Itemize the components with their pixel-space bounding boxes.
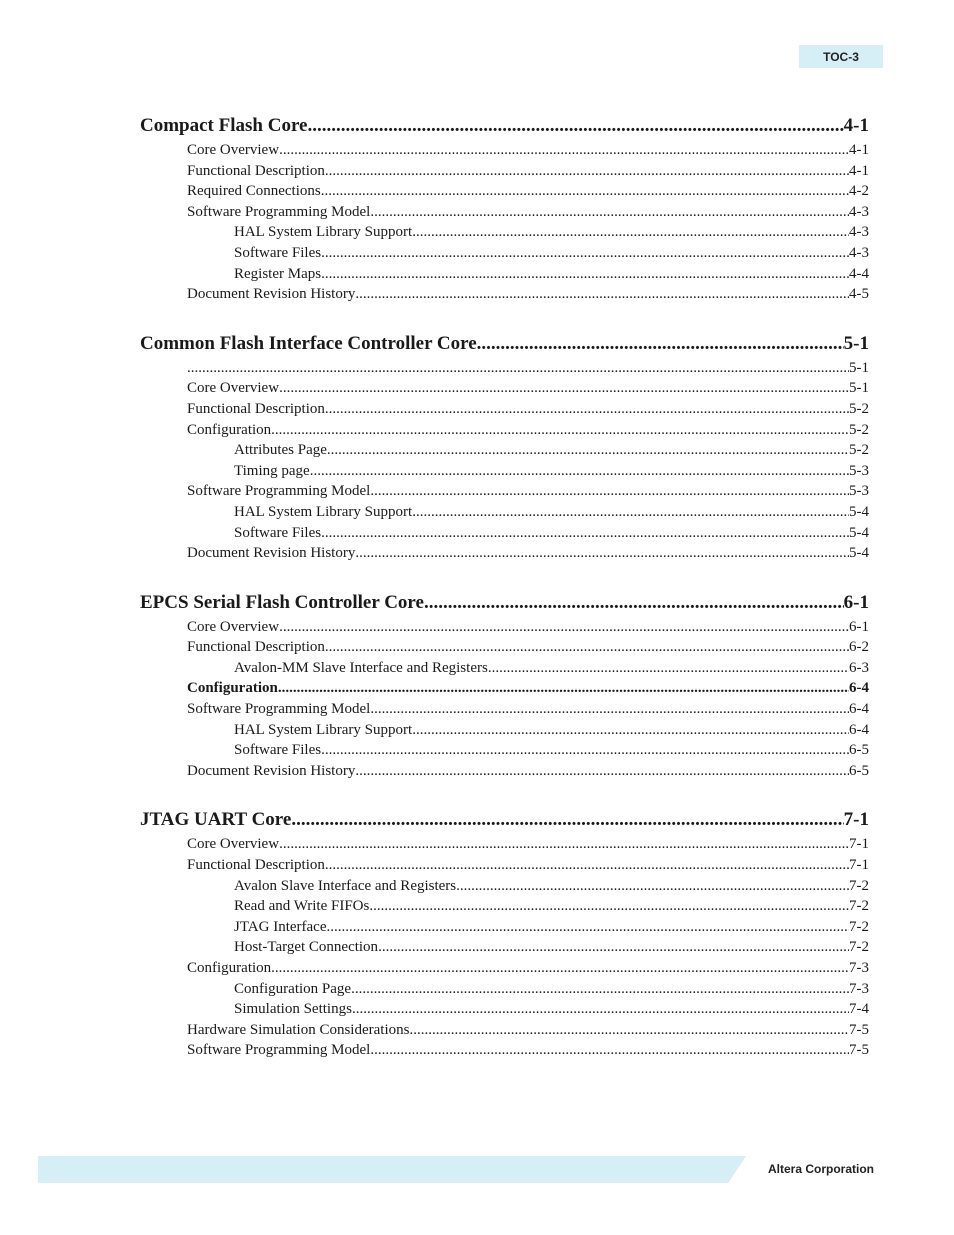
page-number-tag [799, 45, 883, 68]
toc-entry-page: 7-2 [849, 939, 869, 956]
toc-entry[interactable] [140, 202, 869, 223]
dot-leader [327, 917, 850, 938]
dot-leader [412, 720, 849, 741]
dot-leader [279, 140, 849, 161]
dot-leader [477, 330, 844, 358]
toc-entry-title: Core Overview [187, 380, 280, 397]
toc-entry-page: 5-1 [849, 359, 869, 376]
toc-entry-page: 6-4 [849, 721, 869, 738]
toc-entry-title: Attributes Page [234, 442, 327, 459]
dot-leader [325, 637, 849, 658]
toc-entry-page: 5-4 [849, 524, 869, 541]
toc-entry[interactable] [140, 699, 869, 720]
toc-entry-title: Software Files [234, 742, 322, 759]
toc-entry-title: Functional Description [187, 162, 325, 179]
dot-leader [321, 243, 849, 264]
toc-entry[interactable] [140, 543, 869, 564]
toc-entry-title: Software Programming Model [187, 203, 371, 220]
toc-entry-title: Software Programming Model [187, 483, 371, 500]
toc-entry-page: 5-4 [849, 503, 869, 520]
toc-entry-page: 7-3 [849, 980, 869, 997]
toc-entry-page: 4-3 [849, 224, 869, 241]
toc-entry-page: 6-5 [849, 762, 869, 779]
toc-chapter-heading-title: Compact Flash Core [140, 115, 308, 136]
toc-chapter-heading-title: Common Flash Interface Controller Core [140, 332, 477, 354]
toc-entry-page: 5-3 [849, 462, 869, 479]
dot-leader [279, 617, 849, 638]
toc-chapter [140, 589, 869, 782]
toc-entry-title: Software Files [234, 524, 322, 541]
toc-entry[interactable] [140, 720, 869, 741]
toc-entry-page: 7-3 [849, 960, 869, 976]
toc-entry[interactable] [140, 834, 869, 855]
toc-entry-page: 5-3 [849, 483, 869, 500]
toc-entry-title: Software Files [234, 244, 322, 261]
toc-entry-title: Avalon-MM Slave Interface and Registers [234, 659, 488, 676]
toc-entry-page: 4-2 [849, 183, 869, 200]
toc-entry[interactable] [140, 161, 869, 182]
toc-entry-title: Document Revision History [187, 545, 356, 562]
toc-entry[interactable] [140, 740, 869, 761]
toc-chapter-heading-page: 4-1 [843, 115, 869, 136]
toc-entry-page: 7-1 [849, 836, 869, 853]
dot-leader [355, 543, 849, 564]
toc-entry-title: Timing page [234, 462, 310, 479]
toc-entry[interactable] [140, 637, 869, 658]
toc-entry-title: JTAG Interface [234, 918, 327, 935]
dot-leader [370, 202, 849, 223]
toc-entry-page: 7-2 [849, 918, 869, 935]
toc-entry-title: Required Connections [187, 183, 321, 200]
toc-entry[interactable] [140, 876, 869, 897]
dot-leader [325, 399, 849, 420]
toc-entry-page: 7-5 [849, 1042, 869, 1059]
toc-entry-title: Configuration Page [234, 980, 352, 997]
toc-entry[interactable] [140, 222, 869, 243]
toc-entry-title: HAL System Library Support [234, 721, 413, 738]
toc-entry-page: 5-2 [849, 400, 869, 417]
toc-entry-page: 5-2 [849, 421, 869, 438]
toc-entry[interactable] [140, 761, 869, 782]
footer-band [38, 1156, 746, 1183]
toc-entry[interactable] [140, 896, 869, 917]
dot-leader [291, 806, 843, 834]
toc-entry-title: Simulation Settings [234, 1001, 352, 1018]
toc-entry[interactable] [140, 1020, 869, 1041]
dot-leader [327, 440, 849, 461]
dot-leader [310, 461, 849, 482]
dot-leader [370, 1040, 849, 1061]
toc-entry-title: Functional Description [187, 400, 325, 417]
toc-entry-page: 6-4 [849, 701, 869, 718]
dot-leader [424, 589, 844, 617]
toc-entry[interactable] [140, 243, 869, 264]
toc-entry-title: Configuration [187, 421, 272, 438]
toc-entry-title: HAL System Library Support [234, 503, 413, 520]
dot-leader [321, 523, 849, 544]
toc-entry-title: Avalon Slave Interface and Registers [234, 877, 457, 894]
toc-entry[interactable] [140, 678, 869, 699]
toc-entry-page: 7-5 [849, 1021, 869, 1038]
toc-entry[interactable] [140, 658, 869, 679]
toc-chapter-heading-page: 5-1 [843, 332, 869, 354]
toc-entry-title: Core Overview [187, 618, 280, 635]
dot-leader [412, 502, 849, 523]
toc-entry[interactable] [140, 999, 869, 1020]
toc-entry[interactable] [140, 1040, 869, 1061]
toc-entry[interactable] [140, 440, 869, 461]
toc-entry-page: 7-2 [849, 898, 869, 915]
toc-entry[interactable] [140, 461, 869, 482]
toc-chapter-heading[interactable] [140, 589, 869, 617]
dot-leader [187, 358, 849, 379]
toc-entry-page: 5-4 [849, 545, 869, 562]
toc-entry-title: HAL System Library Support [234, 224, 413, 241]
toc-entry[interactable] [140, 264, 869, 285]
toc-entry-title: Host-Target Connection [234, 939, 379, 956]
dot-leader [271, 420, 849, 441]
toc-entry-title: Functional Description [187, 857, 325, 874]
toc-chapter-heading-page: 7-1 [843, 809, 869, 831]
dot-leader [370, 699, 849, 720]
toc-entry[interactable] [140, 140, 869, 161]
toc-entry-title: Document Revision History [187, 762, 356, 779]
dot-leader [271, 958, 849, 979]
page-label: TOC-3 [823, 49, 859, 64]
toc-entry[interactable] [140, 855, 869, 876]
dot-leader [307, 112, 843, 140]
toc-entry[interactable] [140, 502, 869, 523]
toc-entry-page: 7-4 [849, 1001, 869, 1018]
toc-chapter-heading-title: JTAG UART Core [140, 809, 292, 831]
dot-leader [321, 181, 849, 202]
toc-chapter [140, 112, 869, 305]
toc-entry-page: 6-4 [849, 680, 869, 697]
toc-chapter-heading-page: 6-1 [843, 591, 869, 613]
toc-chapter-heading-title: EPCS Serial Flash Controller Core [140, 591, 424, 613]
toc-entry[interactable] [140, 358, 869, 379]
dot-leader [351, 979, 849, 1000]
dot-leader [370, 481, 849, 502]
toc-entry[interactable] [140, 979, 869, 1000]
toc-entry-title: Hardware Simulation Considerations [187, 1021, 410, 1038]
dot-leader [355, 761, 849, 782]
toc-entry-page: 6-3 [849, 659, 869, 676]
toc-chapter [140, 330, 869, 564]
toc-entry[interactable] [140, 937, 869, 958]
toc-entry-page: 4-3 [849, 244, 869, 261]
toc-entry-title: Register Maps [234, 265, 322, 282]
toc-entry[interactable] [140, 617, 869, 638]
toc-entry-page: 4-1 [849, 142, 869, 158]
toc-entry-title: Functional Description [187, 639, 325, 656]
toc-entry[interactable] [140, 958, 869, 979]
footer-company: Altera Corporation [767, 1162, 874, 1176]
dot-leader [352, 999, 849, 1020]
toc-entry-page: 6-2 [849, 639, 869, 656]
toc-chapter-heading[interactable] [140, 330, 869, 358]
toc-entry-page: 5-1 [849, 380, 869, 397]
toc-entry-title: Software Programming Model [187, 701, 371, 718]
toc-entry-title: Core Overview [187, 142, 280, 158]
dot-leader [378, 937, 849, 958]
dot-leader [325, 161, 849, 182]
toc-entry-title: Configuration [187, 960, 272, 976]
toc-entry-page: 4-3 [849, 203, 869, 220]
toc-chapter-heading[interactable] [140, 806, 869, 834]
toc-entry-page: 4-1 [849, 162, 869, 179]
dot-leader [412, 222, 849, 243]
toc-entry[interactable] [140, 917, 869, 938]
dot-leader [279, 834, 849, 855]
dot-leader [321, 740, 849, 761]
toc-entry-page: 5-2 [849, 442, 869, 459]
dot-leader [279, 378, 849, 399]
toc-entry-page: 7-1 [849, 857, 869, 874]
toc-entry-page: 4-4 [849, 265, 869, 282]
toc-entry[interactable] [140, 481, 869, 502]
toc-entry[interactable] [140, 181, 869, 202]
toc-entry[interactable] [140, 284, 869, 305]
toc-entry-title: Core Overview [187, 836, 280, 853]
toc-entry[interactable] [140, 420, 869, 441]
toc-entry[interactable] [140, 378, 869, 399]
toc-entry-title: Read and Write FIFOs [234, 898, 370, 915]
toc-entry-title: Software Programming Model [187, 1042, 371, 1059]
dot-leader [456, 876, 849, 897]
toc-entry-page: 6-5 [849, 742, 869, 759]
dot-leader [355, 284, 849, 305]
toc-entry[interactable] [140, 399, 869, 420]
toc-chapter-heading[interactable] [140, 112, 869, 140]
dot-leader [321, 264, 849, 285]
dot-leader [409, 1020, 849, 1041]
dot-leader [369, 896, 849, 917]
dot-leader [325, 855, 849, 876]
dot-leader [488, 658, 849, 679]
toc-entry[interactable] [140, 523, 869, 544]
toc-entry-title: Document Revision History [187, 286, 356, 303]
table-of-contents [140, 112, 869, 1086]
toc-entry-page: 7-2 [849, 877, 869, 894]
dot-leader [278, 678, 849, 699]
toc-chapter [140, 806, 869, 1061]
toc-entry-title: Configuration [187, 680, 278, 697]
toc-entry-page: 6-1 [849, 618, 869, 635]
toc-entry-page: 4-5 [849, 286, 869, 303]
